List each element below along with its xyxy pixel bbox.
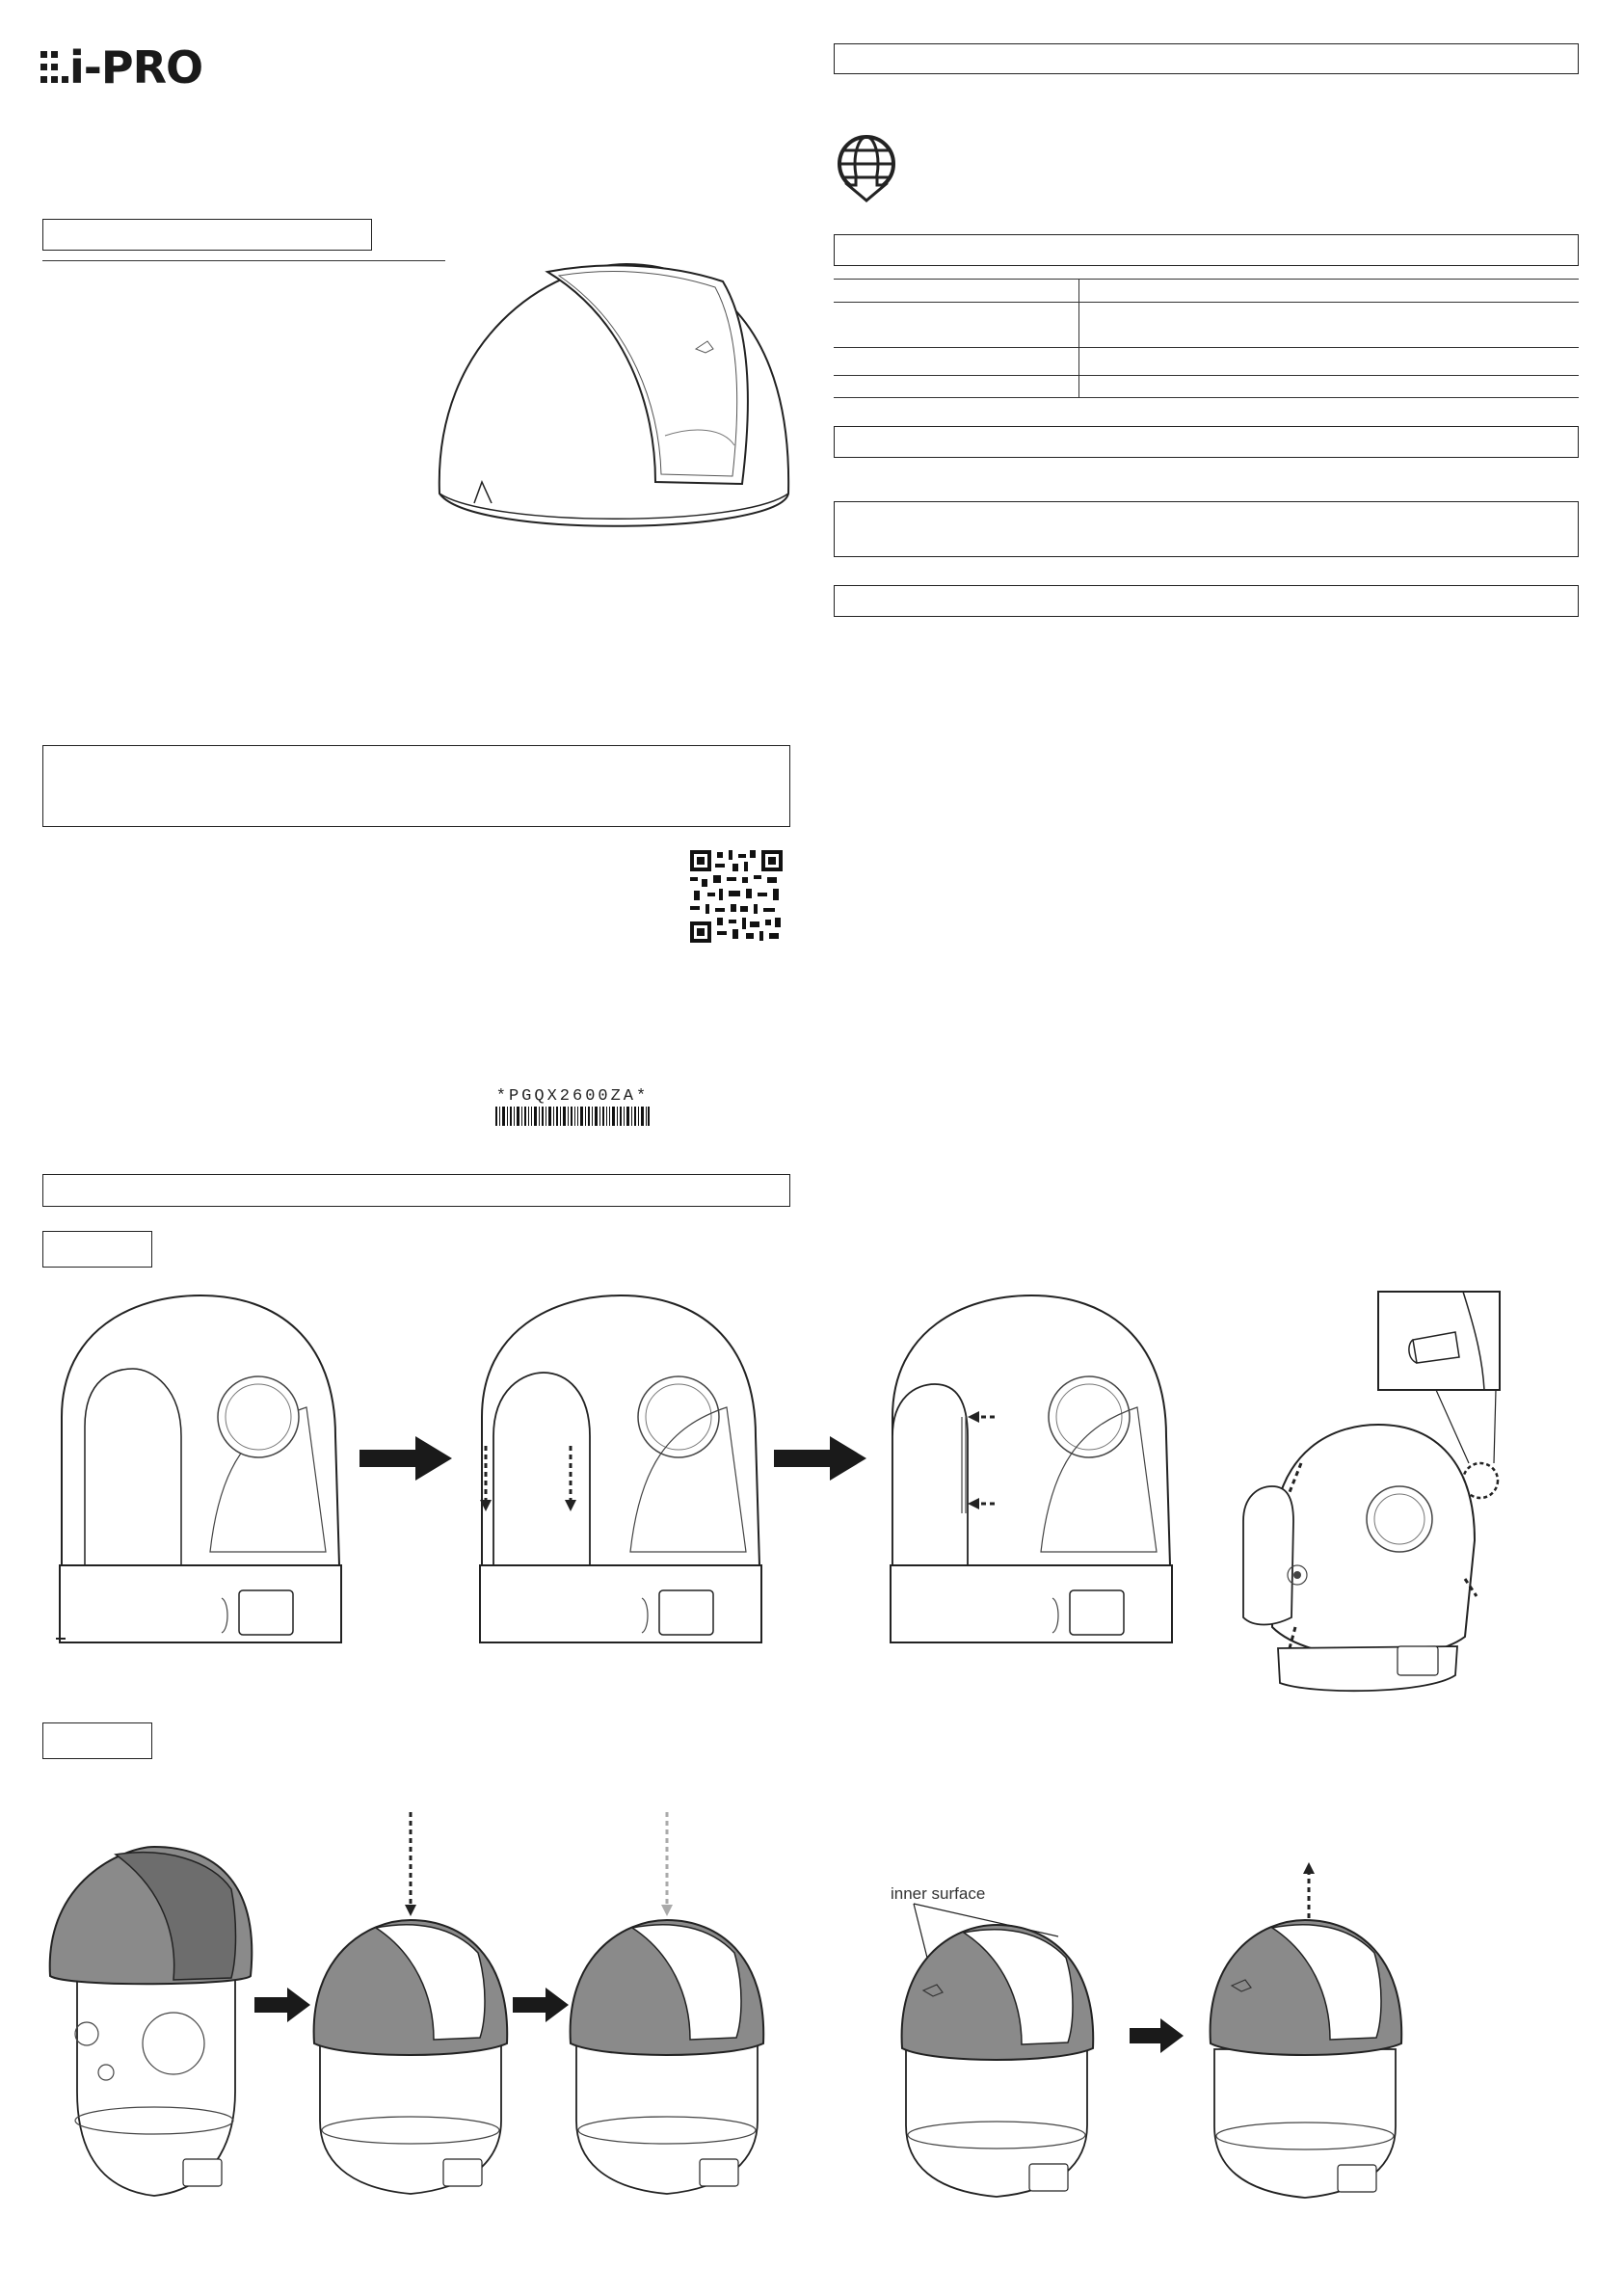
camera-illustration-2 — [476, 1292, 765, 1658]
camera-illustration-1 — [56, 1292, 345, 1658]
section-header-box-4 — [834, 501, 1579, 557]
camera-gray-cover-5 — [1203, 1860, 1415, 2207]
procedure-header-box — [42, 1174, 790, 1207]
logo-text: i-PRO — [69, 41, 203, 93]
section-header-box-3 — [834, 426, 1579, 458]
camera-gray-cover-2 — [308, 1812, 520, 2207]
i-pro-logo — [40, 39, 202, 96]
arrow-right-icon — [513, 1988, 569, 2022]
arrow-right-icon — [774, 1436, 866, 1481]
step-2-label-box — [42, 1722, 152, 1759]
camera-gray-cover-4 — [894, 1904, 1106, 2207]
title-box — [42, 219, 372, 251]
qr-code — [690, 850, 783, 943]
dome-cover-illustration — [434, 262, 800, 551]
barcode-text: *PGQX2600ZA* — [495, 1087, 650, 1106]
notice-box — [42, 745, 790, 827]
title-underline — [42, 260, 445, 261]
section-header-box-2 — [834, 234, 1579, 266]
arrow-right-icon — [254, 1988, 310, 2022]
step-1-label-box — [42, 1231, 152, 1268]
camera-gray-cover-1 — [48, 1841, 260, 2207]
logo-dots-icon — [40, 47, 69, 88]
section-header-box-5 — [834, 585, 1579, 617]
camera-detail-illustration — [1234, 1290, 1513, 1695]
inner-surface-label: inner surface — [891, 1884, 986, 1903]
arrow-right-icon — [1130, 2018, 1184, 2053]
globe-download-icon — [835, 133, 898, 202]
section-header-box-1 — [834, 43, 1579, 74]
arrow-right-icon — [359, 1436, 452, 1481]
barcode — [495, 1107, 650, 1126]
camera-gray-cover-3 — [565, 1812, 777, 2207]
camera-illustration-3 — [887, 1292, 1176, 1658]
